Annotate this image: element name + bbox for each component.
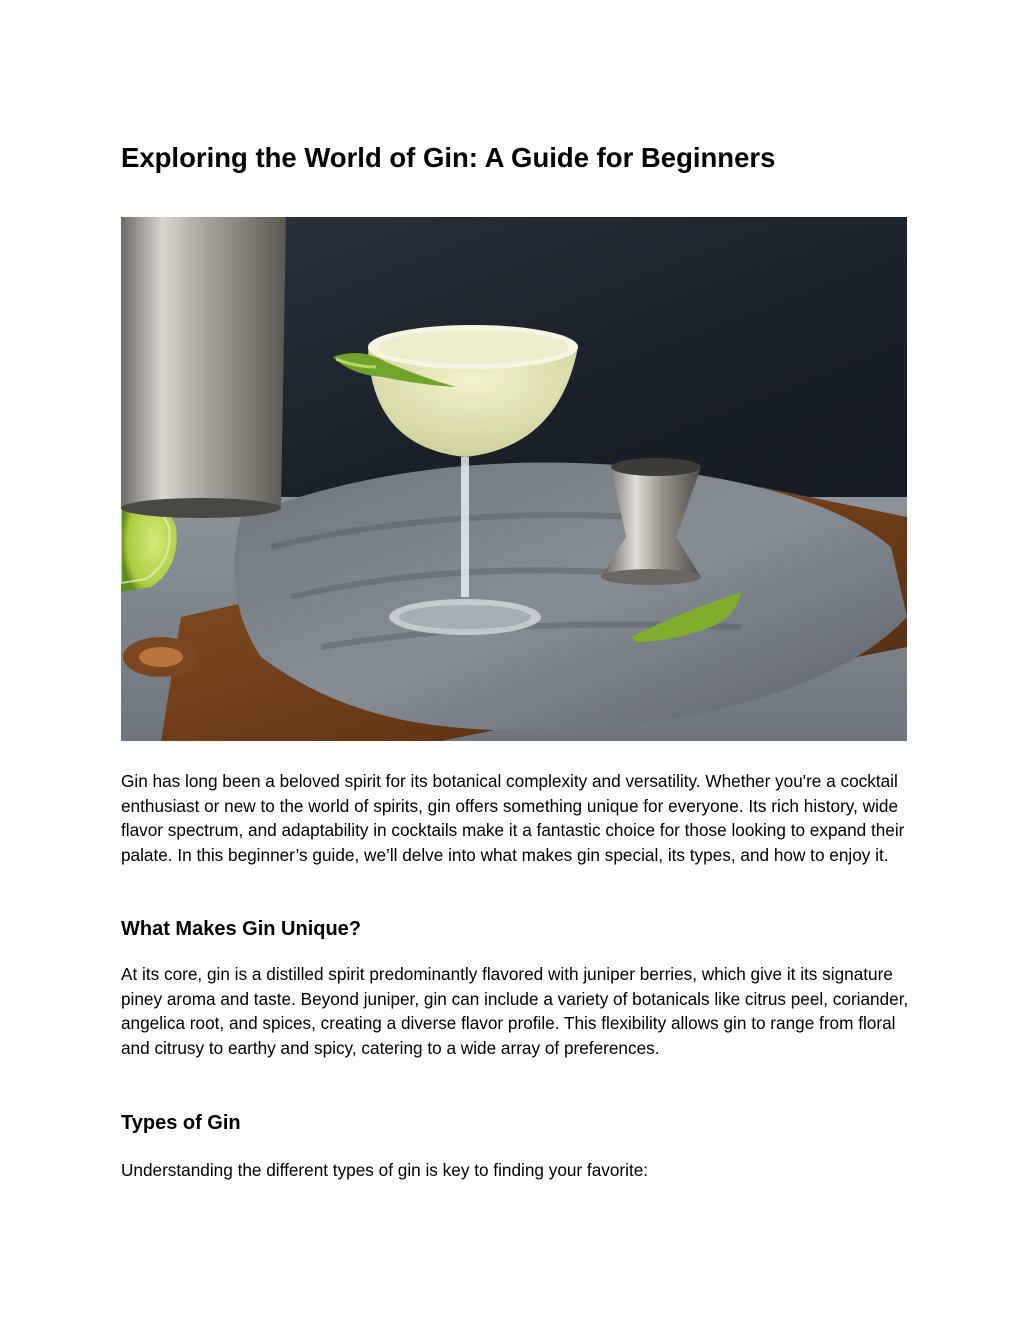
- section-paragraph-types-of-gin: Understanding the different types of gin is key to finding your favorite:: [121, 1160, 649, 1180]
- section-heading-what-makes-gin-unique: What Makes Gin Unique?: [121, 918, 362, 940]
- cocktail-photo-illustration: [121, 217, 907, 741]
- intro-paragraph: Gin has long been a beloved spirit for its botanical complexity and versatility. Whether you're a cocktail enthusiast or new to the world of spirits, gin offers something unique for everyone. Its rich history, wide flavor spectrum, and adaptability in cocktails make it a fantastic choice for those looking to expand their palate. In this beginner’s guide, we’ll delve into what makes gin special, its types, and how to enjoy it.: [121, 771, 905, 866]
- article-title: Exploring the World of Gin: A Guide for Beginners: [121, 142, 776, 173]
- hero-image-gin-cocktail: [121, 217, 907, 741]
- section-heading-types-of-gin: Types of Gin: [121, 1112, 241, 1134]
- section-paragraph-what-makes-gin-unique: At its core, gin is a distilled spirit predominantly flavored with juniper berries, which give it its signature piney aroma and taste. Beyond juniper, gin can include a variety of botanicals like citrus peel, coriander, angelica root, and spices, creating a diverse flavor profile. This flexibility allows gin to range from floral and citrusy to earthy and spicy, catering to a wide array of preferences.: [121, 964, 909, 1059]
